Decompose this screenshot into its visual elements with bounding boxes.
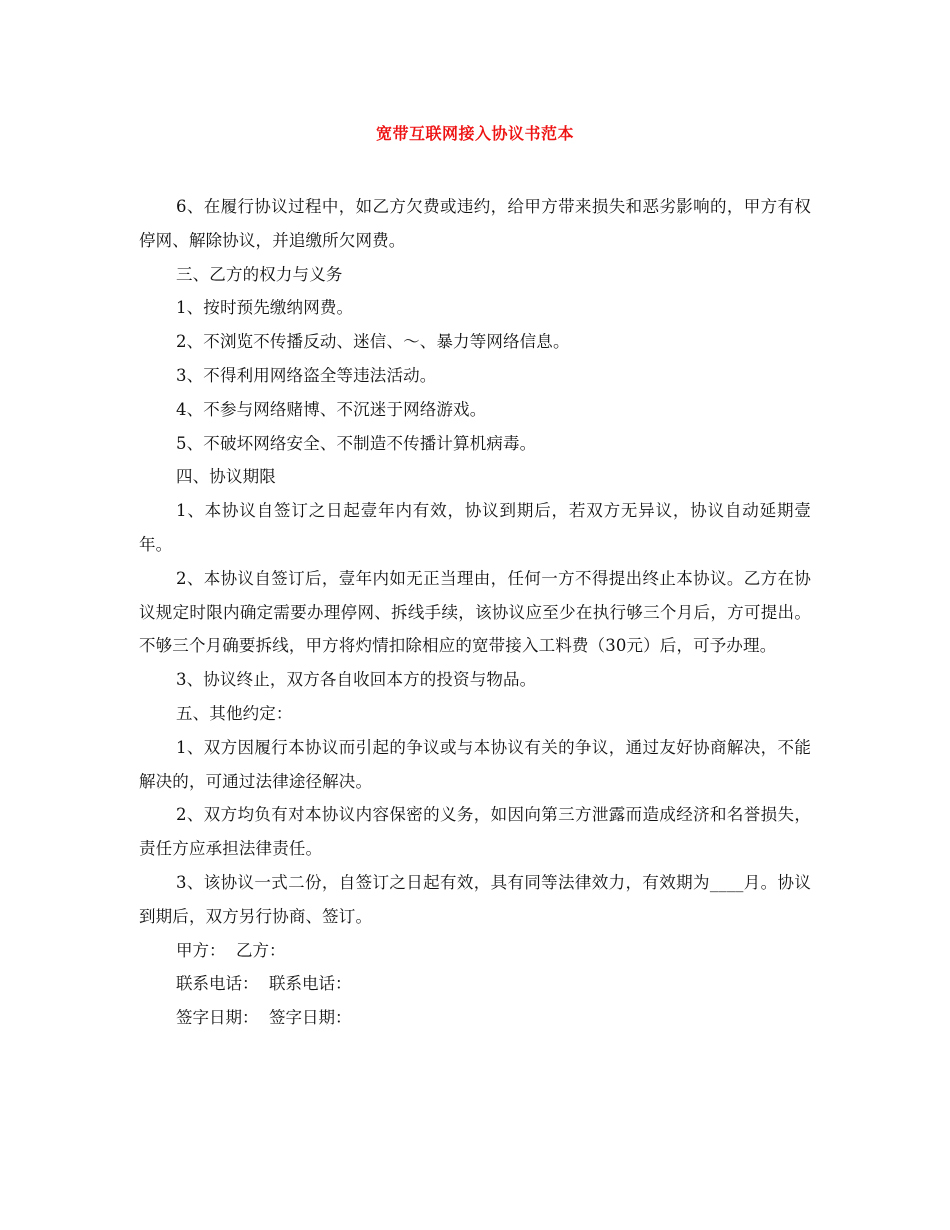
signature-phone-line <box>139 967 811 1001</box>
phone-b-label: 联系电话： <box>269 974 352 994</box>
section-4-heading: 四、协议期限 <box>176 467 276 487</box>
document-title: 宽带互联网接入协议书范本 <box>375 124 574 143</box>
signature-date-line <box>139 1001 811 1035</box>
phone-a-label: 联系电话： <box>176 974 259 994</box>
paragraph-5-3: 3、该协议一式二份，自签订之日起有效，具有同等法律效力，有效期为____月。协议到期后，双方另行协商、签订。 <box>139 872 811 926</box>
paragraph-3-4: 4、不参与网络赌博、不沉迷于网络游戏。 <box>176 399 487 419</box>
date-a-label: 签字日期： <box>176 1008 259 1028</box>
signature-party-line <box>139 934 811 968</box>
paragraph-4-3: 3、协议终止，双方各自收回本方的投资与物品。 <box>176 670 537 690</box>
section-3-heading: 三、乙方的权力与义务 <box>176 264 343 284</box>
paragraph-6-breach: 6、在履行协议过程中，如乙方欠费或违约，给甲方带来损失和恶劣影响的，甲方有权停网、解除协议，并追缴所欠网费。 <box>139 197 811 250</box>
paragraph-5-1: 1、双方因履行本协议而引起的争议或与本协议有关的争议，通过友好协商解决，不能解决的，可通过法律途径解决。 <box>139 737 811 791</box>
section-5-heading: 五、其他约定： <box>176 703 293 723</box>
paragraph-3-5: 5、不破坏网络安全、不制造不传播计算机病毒。 <box>176 433 537 453</box>
paragraph-5-2: 2、双方均负有对本协议内容保密的义务，如因向第三方泄露而造成经济和名誉损失，责任方应承担法律责任。 <box>139 805 811 859</box>
paragraph-3-3: 3、不得利用网络盗全等违法活动。 <box>176 365 437 385</box>
date-b-label: 签字日期： <box>269 1008 352 1028</box>
paragraph-3-2: 2、不浏览不传播反动、迷信、～、暴力等网络信息。 <box>176 332 570 352</box>
paragraph-3-1: 1、按时预先缴纳网费。 <box>176 298 354 318</box>
document-body <box>139 190 811 1035</box>
paragraph-4-1: 1、本协议自签订之日起壹年内有效，协议到期后，若双方无异议，协议自动延期壹年。 <box>139 501 811 554</box>
party-a-label: 甲方： <box>176 940 226 960</box>
party-b-label: 乙方： <box>236 940 286 960</box>
paragraph-4-2: 2、本协议自签订后，壹年内如无正当理由，任何一方不得提出终止本协议。乙方在协议规定时限内确定需要办理停网、拆线手续，该协议应至少在执行够三个月后，方可提出。不够三个月确要拆线，甲方将灼情扣除相应的宽带接入工料费（30元）后，可予办理。 <box>139 568 811 656</box>
